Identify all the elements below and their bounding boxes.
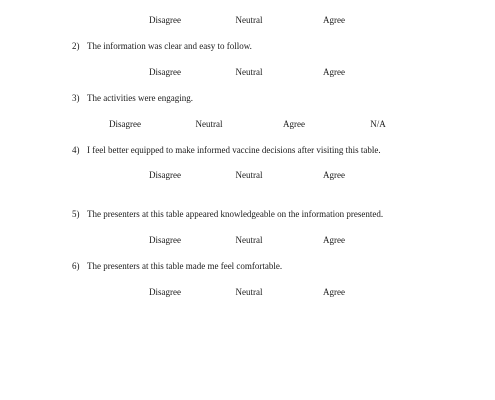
q1-option-neutral[interactable]: Neutral bbox=[235, 15, 263, 25]
q6-text bbox=[72, 261, 282, 271]
q6-label: The presenters at this table made me feel comfortable. bbox=[87, 261, 283, 271]
q2-option-disagree[interactable]: Disagree bbox=[149, 67, 181, 77]
q6-option-neutral[interactable]: Neutral bbox=[235, 287, 263, 297]
q2-option-neutral[interactable]: Neutral bbox=[235, 67, 263, 77]
q1-options bbox=[0, 15, 495, 27]
q4-text bbox=[72, 145, 381, 155]
q3-options bbox=[0, 119, 495, 131]
q5-option-disagree[interactable]: Disagree bbox=[149, 235, 181, 245]
q1-option-disagree[interactable]: Disagree bbox=[149, 15, 181, 25]
q4-number: 4) bbox=[72, 145, 80, 155]
q3-number: 3) bbox=[72, 93, 80, 103]
q4-label: I feel better equipped to make informed vaccine decisions after visiting this table. bbox=[87, 145, 381, 155]
q5-option-neutral[interactable]: Neutral bbox=[235, 235, 263, 245]
q4-option-disagree[interactable]: Disagree bbox=[149, 170, 181, 180]
q2-text bbox=[72, 41, 252, 51]
q1-option-agree[interactable]: Agree bbox=[323, 15, 345, 25]
q6-option-disagree[interactable]: Disagree bbox=[149, 287, 181, 297]
q3-option-na[interactable]: N/A bbox=[370, 119, 386, 129]
q3-option-disagree[interactable]: Disagree bbox=[109, 119, 141, 129]
q4-option-agree[interactable]: Agree bbox=[323, 170, 345, 180]
q6-number: 6) bbox=[72, 261, 80, 271]
q5-label: The presenters at this table appeared knowledgeable on the information presented. bbox=[87, 209, 384, 219]
q3-option-agree[interactable]: Agree bbox=[283, 119, 305, 129]
q3-label: The activities were engaging. bbox=[87, 93, 193, 103]
q6-option-agree[interactable]: Agree bbox=[323, 287, 345, 297]
q5-options bbox=[0, 235, 495, 247]
q2-label: The information was clear and easy to follow. bbox=[87, 41, 252, 51]
q5-number: 5) bbox=[72, 209, 80, 219]
q5-option-agree[interactable]: Agree bbox=[323, 235, 345, 245]
q4-option-neutral[interactable]: Neutral bbox=[235, 170, 263, 180]
q2-option-agree[interactable]: Agree bbox=[323, 67, 345, 77]
q2-number: 2) bbox=[72, 41, 80, 51]
q5-text bbox=[72, 209, 383, 219]
q4-options bbox=[0, 170, 495, 182]
q3-option-neutral[interactable]: Neutral bbox=[195, 119, 223, 129]
q2-options bbox=[0, 67, 495, 79]
q6-options bbox=[0, 287, 495, 299]
q3-text bbox=[72, 93, 193, 103]
